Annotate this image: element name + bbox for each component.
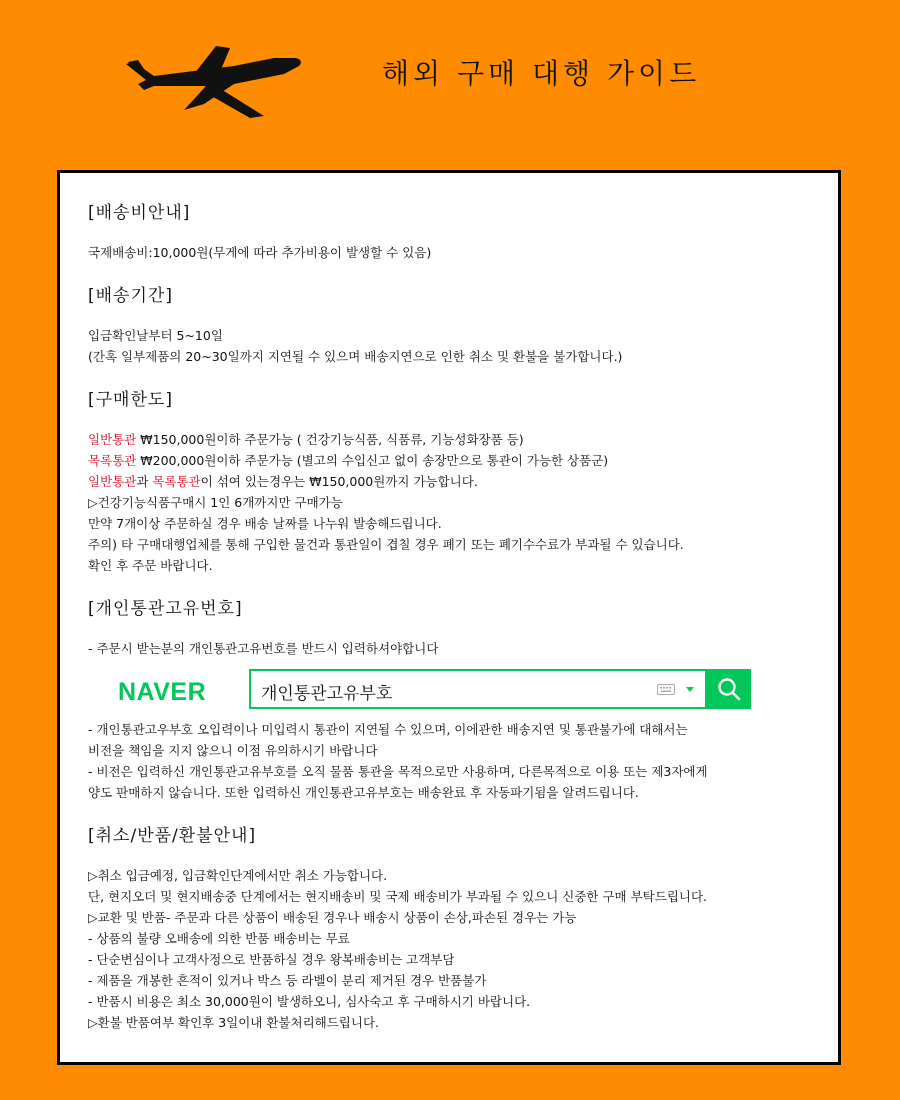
refund-line: ▷취소 입금예정, 입금확인단계에서만 취소 가능합니다. bbox=[88, 868, 388, 883]
general-customs-label: 일반통관 bbox=[88, 432, 137, 447]
section-title-purchase-limit: [구매한도] bbox=[88, 390, 173, 410]
section-title-shipping-fee: [배송비안내] bbox=[88, 203, 191, 223]
search-button[interactable] bbox=[707, 669, 751, 709]
customs-id-note: - 비전은 입력하신 개인통관고유부호를 오직 물품 통관을 목적으로만 사용하며, 다른목적으로 이용 또는 제3자에게 bbox=[88, 764, 708, 779]
customs-id-note: 양도 판매하지 않습니다. 또한 입력하신 개인통관고유부호는 배송완료 후 자동파기됨을 알려드립니다. bbox=[88, 785, 639, 800]
limit-mixed-text: 이 섞여 있는경우는 ₩150,000원까지 가능합니다. bbox=[200, 474, 478, 489]
section-title-shipping-period: [배송기간] bbox=[88, 286, 173, 306]
naver-search-bar bbox=[88, 669, 832, 713]
search-input[interactable] bbox=[249, 669, 707, 709]
limit-mixed-line bbox=[88, 471, 832, 492]
customs-id-note: 비전을 책임을 지지 않으니 이점 유의하시기 바랍니다 bbox=[88, 743, 378, 758]
section-title-customs-id: [개인통관고유번호] bbox=[88, 599, 243, 619]
limit-note-line: 주의) 타 구매대행업체를 통해 구입한 물건과 통관일이 겹칠 경우 폐기 또는 폐기수수료가 부과될 수 있습니다. bbox=[88, 537, 684, 552]
refund-line: - 상품의 불량 오배송에 의한 반품 배송비는 무료 bbox=[88, 931, 350, 946]
refund-line: - 단순변심이나 고객사정으로 반품하실 경우 왕복배송비는 고객부담 bbox=[88, 952, 455, 967]
limit-list-line bbox=[88, 450, 832, 471]
shipping-period-line: 입금확인날부터 5~10일 bbox=[88, 328, 223, 343]
general-customs-label: 일반통관 bbox=[88, 474, 137, 489]
shipping-period-line: (간혹 일부제품의 20~30일까지 지연될 수 있으며 배송지연으로 인한 취소 및 환불을 불가합니다.) bbox=[88, 349, 623, 364]
list-customs-label: 목록통관 bbox=[88, 453, 137, 468]
limit-note-line: 만약 7개이상 주문하실 경우 배송 날짜를 나누워 발송해드립니다. bbox=[88, 516, 442, 531]
naver-logo: NAVER bbox=[118, 678, 207, 706]
shipping-fee-line: 국제배송비:10,000원(무게에 따라 추가비용이 발생할 수 있음) bbox=[88, 245, 432, 260]
limit-note-line: ▷건강기능식품구매시 1인 6개까지만 구매가능 bbox=[88, 495, 343, 510]
search-query-text: 개인통관고유부호 bbox=[261, 684, 393, 704]
limit-general-line bbox=[88, 429, 832, 450]
limit-general-text: ₩150,000원이하 주문가능 ( 건강기능식품, 식품류, 기능성화장품 등) bbox=[136, 432, 524, 447]
section-title-refund: [취소/반품/환불안내] bbox=[88, 826, 257, 846]
customs-id-note: - 개인통관고우부호 오입력이나 미입력시 통관이 지연될 수 있으며, 이에관한 배송지연 및 통관불가에 대해서는 bbox=[88, 722, 688, 737]
limit-note-line: 확인 후 주문 바랍니다. bbox=[88, 558, 213, 573]
customs-id-intro: - 주문시 받는분의 개인통관고유번호를 반드시 입력하셔야합니다 bbox=[88, 641, 439, 656]
refund-line: ▷환불 반품여부 확인후 3일이내 환불처리해드립니다. bbox=[88, 1015, 380, 1030]
limit-list-text: ₩200,000원이하 주문가능 (별고의 수입신고 없이 송장만으로 통관이 가능한 상품군) bbox=[136, 453, 609, 468]
airplane-icon bbox=[124, 44, 304, 122]
mixed-connector: 과 bbox=[136, 474, 153, 489]
refund-line: - 제품을 개봉한 흔적이 있거나 박스 등 라벨이 분리 제거된 경우 반품불가 bbox=[88, 973, 487, 988]
list-customs-label: 목록통관 bbox=[152, 474, 201, 489]
chevron-down-icon[interactable] bbox=[685, 686, 695, 693]
keyboard-icon[interactable] bbox=[657, 684, 675, 695]
search-icon bbox=[717, 677, 741, 701]
refund-line: ▷교환 및 반품- 주문과 다른 상품이 배송된 경우나 배송시 상품이 손상,파손된 경우는 가능 bbox=[88, 910, 577, 925]
refund-line: - 반품시 비용은 최소 30,000원이 발생하오니, 심사숙고 후 구매하시기 바랍니다. bbox=[88, 994, 531, 1009]
page-title: 해외 구매 대행 가이드 bbox=[382, 57, 701, 90]
refund-line: 단, 현지오더 및 현지배송중 단계에서는 현지배송비 및 국제 배송비가 부과될 수 있으니 신중한 구매 부탁드립니다. bbox=[88, 889, 708, 904]
guide-panel bbox=[57, 170, 841, 1065]
